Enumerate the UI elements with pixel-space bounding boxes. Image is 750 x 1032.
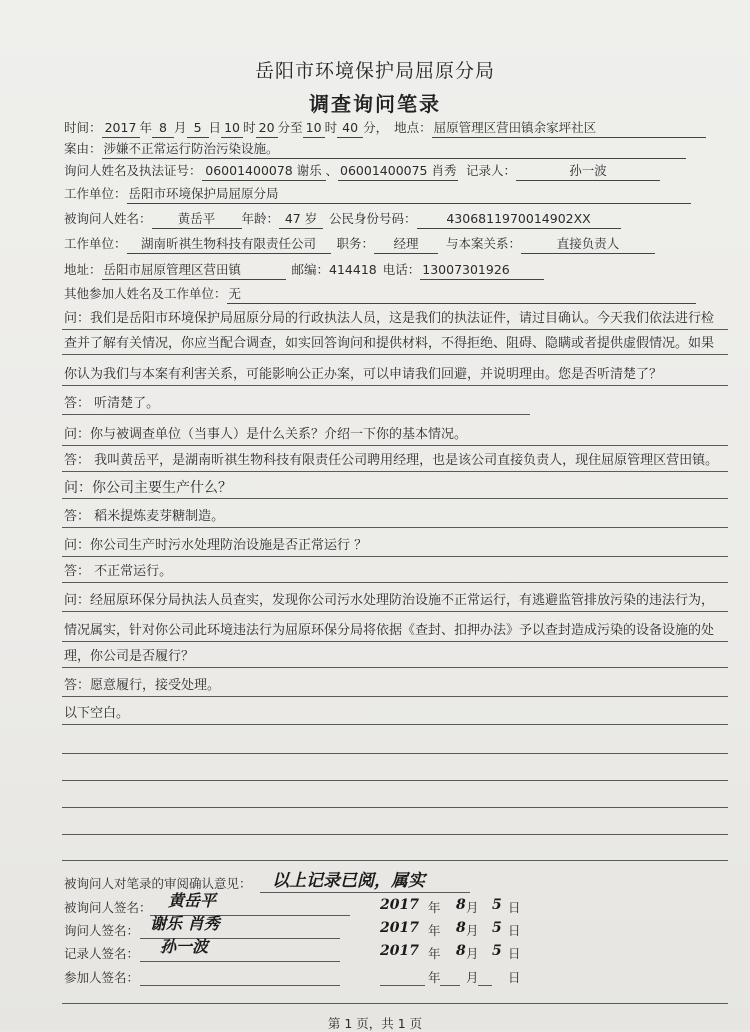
work-unit-value: 岳阳市环境保护局屈原分局 [127, 185, 691, 204]
confirm-handwriting: 以上记录已阅，属实 [272, 871, 425, 891]
address-value: 岳阳市屈原管理区营田镇 [102, 261, 286, 280]
respondent-date-year: 2017 [380, 897, 419, 913]
qa-line: 问：经屈原环保分局执法人员查实，发现你公司污水处理防治设施不正常运行，有逃避监管排放污染的违法行为， [64, 593, 715, 608]
document-page: 岳阳市环境保护局屈原分局 调查询问笔录 时间： 2017 年 8 月 5 日 10 时 20 分至 10 时 40 分， 地点： 屈原管理区营田镇余家坪社区 案由： 涉嫌不正常运行防治污染设施。 询问人姓名及执法证号： 06001400078 谢乐 、 06001400075 肖秀 记录人： 孙一波 工作单位： 岳阳市环境保护局屈原分局 被询问人姓名： 黄岳平 年龄： 47 岁 公民身份号码： 4306811970014902XX 工作单位： 湖南昕祺生物科技有限责任公司 职务： 经理 与本案关系： 直接负责人 地址： 岳阳市屈原管理区营田镇 邮编：414418 电话： 13007301926 其他参加人姓名及工作单位： 无 问：我们是岳阳市环境保护局屈原分局的行政执法人员，这是我们的执法证件，请过目确认。今天我们依法进行检 查并了解有关情况，你应当配合调查，如实回答询问和提供材料，不得拒绝、阻碍、隐瞒或者提供虚假情况。如果 你认为我们与本案有利害关系，可能影响公正办案，可以申请我们回避，并说明理由。您是否听清楚了？ 答： 听清楚了。 问：你与被调查单位（当事人）是什么关系？介绍一下你的基本情况。 答： 我叫黄岳平，是湖南昕祺生物科技有限责任公司聘用经理，也是该公司直接负责人，现住屈原管理区营田镇。 问：你公司主要生产什么？ 答： 稻米提炼麦芽糖制造。 问：你公司生产时污水处理防治设施是否正常运行 ？ 答： 不正常运行。 问：经屈原环保分局执法人员查实，发现你公司污水处理防治设施不正常运行，有逃避监管排放污染的违法行为， 情况属实，针对你公司此环境违法行为屈原环保分局将依据《查封、扣押办法》予以查封造成污染的设备设施的处 理，你公司是否履行？ 答：愿意履行，接受处理。 以下空白。 被询问人对笔录的审阅确认意见： 以上记录已阅，属实 被询问人签名： 黄岳平 2017 年 8 月 5 日 询问人签名： 谢乐 肖秀 2017 年 8 月 5 日 记录人签名： 孙一波 2017 年 8 月 5 日 参加人签名： 年 月 日 第 1 页，共 1 页 [0, 0, 750, 1030]
rule-line [440, 985, 460, 986]
time-place-row: 时间： 2017 年 8 月 5 日 10 时 20 分至 10 时 40 分， 地点： 屈原管理区营田镇余家坪社区 [64, 119, 722, 138]
record-title: 调查询问笔录 [309, 92, 441, 116]
rule-line [62, 753, 728, 754]
qa-line: 答： 稻米提炼麦芽糖制造。 [64, 509, 225, 524]
rule-line [62, 471, 728, 472]
position-value: 经理 [374, 235, 438, 254]
qa-line: 答：愿意履行，接受处理。 [64, 678, 221, 693]
minute-from: 20 [256, 119, 278, 138]
rule-line [62, 807, 728, 808]
rule-line [62, 667, 728, 668]
qa-line: 你认为我们与本案有利害关系，可能影响公正办案，可以申请我们回避，并说明理由。您是否听清楚了？ [64, 367, 663, 382]
rule-line [62, 696, 728, 697]
others-value: 无 [227, 285, 696, 304]
rule-line [62, 641, 728, 642]
qa-line: 问：我们是岳阳市环境保护局屈原分局的行政执法人员，这是我们的执法证件，请过目确认。今天我们依法进行检 [64, 311, 715, 326]
day-value: 5 [187, 119, 209, 138]
respondent-signature: 黄岳平 [168, 891, 217, 910]
year-value: 2017 [102, 119, 140, 138]
recorder-signature: 孙一波 [160, 937, 209, 956]
rule-line [62, 834, 728, 835]
inquirer-date-year: 2017 [380, 920, 419, 936]
participant-sig-label: 参加人签名： [64, 970, 140, 985]
rule-line [62, 354, 728, 355]
inquirer-signature: 谢乐 肖秀 [150, 914, 220, 933]
rule-line [62, 385, 728, 386]
rule-line [62, 780, 728, 781]
rule-line [62, 611, 728, 612]
rule-line [62, 724, 728, 725]
rule-line [62, 329, 728, 330]
id-number: 4306811970014902XX [417, 210, 621, 229]
others-row: 其他参加人姓名及工作单位： 无 [64, 285, 722, 304]
recorder-sig-label: 记录人签名： [64, 946, 140, 961]
recorder-date-month: 8 [456, 943, 466, 959]
inquirer-date-month: 8 [456, 920, 466, 936]
inquirer-row: 询问人姓名及执法证号： 06001400078 谢乐 、 06001400075 肖秀 记录人： 孙一波 [64, 162, 722, 181]
recorder-date-day: 5 [492, 943, 502, 959]
respondent-date-month: 8 [456, 897, 466, 913]
agency-title: 岳阳市环境保护局屈原分局 [254, 60, 495, 82]
work-unit-row: 工作单位： 岳阳市环境保护局屈原分局 [64, 185, 722, 204]
rule-line [140, 985, 340, 986]
page-number: 第 1 页，共 1 页 [327, 1016, 423, 1031]
hour-to: 10 [303, 119, 325, 138]
respondent-row: 被询问人姓名： 黄岳平 年龄： 47 岁 公民身份号码： 4306811970014902XX [64, 210, 722, 229]
rule-line [62, 556, 728, 557]
qa-line: 以下空白。 [64, 706, 130, 721]
rule-line [62, 582, 728, 583]
respondent-unit-row: 工作单位： 湖南昕祺生物科技有限责任公司 职务： 经理 与本案关系： 直接负责人 [64, 235, 722, 254]
respondent-name: 黄岳平 [152, 210, 242, 229]
rule-line [62, 860, 728, 861]
rule-line [478, 985, 492, 986]
rule-line [380, 985, 425, 986]
postcode-value: 414418 [329, 262, 377, 277]
rule-line [62, 527, 728, 528]
inquirer-2: 06001400075 肖秀 [338, 162, 458, 181]
relation-value: 直接负责人 [521, 235, 655, 254]
confirm-label: 被询问人对笔录的审阅确认意见： [64, 876, 252, 891]
rule-line [62, 414, 530, 415]
place-value: 屈原管理区营田镇余家坪社区 [432, 119, 706, 138]
case-value: 涉嫌不正常运行防治污染设施。 [102, 140, 686, 159]
qa-line: 答： 听清楚了。 [64, 396, 160, 411]
address-row: 地址： 岳阳市屈原管理区营田镇 邮编：414418 电话： 13007301926 [64, 261, 722, 280]
respondent-date-day: 5 [492, 897, 502, 913]
recorder-date-year: 2017 [380, 943, 419, 959]
qa-line: 理，你公司是否履行？ [64, 649, 195, 664]
qa-line: 问：你与被调查单位（当事人）是什么关系？介绍一下你的基本情况。 [64, 427, 468, 442]
hour-from: 10 [221, 119, 243, 138]
phone-value: 13007301926 [420, 261, 544, 280]
month-value: 8 [152, 119, 174, 138]
rule-line [260, 892, 470, 893]
rule-line [140, 961, 340, 962]
minute-to: 40 [337, 119, 363, 138]
qa-line: 查并了解有关情况，你应当配合调查，如实回答询问和提供材料，不得拒绝、阻碍、隐瞒或者提供虚假情况。如果 [64, 336, 715, 351]
qa-line: 答： 我叫黄岳平，是湖南昕祺生物科技有限责任公司聘用经理，也是该公司直接负责人，现住屈原管理区营田镇。 [64, 453, 719, 468]
respondent-unit: 湖南昕祺生物科技有限责任公司 [127, 235, 331, 254]
inquirer-1: 06001400078 谢乐 [202, 162, 326, 181]
inquirer-date-day: 5 [492, 920, 502, 936]
rule-line [62, 498, 728, 499]
qa-line: 答： 不正常运行。 [64, 564, 173, 579]
inquirer-sig-label: 询问人签名： [64, 923, 140, 938]
qa-line: 情况属实，针对你公司此环境违法行为屈原环保分局将依据《查封、扣押办法》予以查封造成污染的设备设施的处 [64, 623, 715, 638]
qa-line: 问：你公司生产时污水处理防治设施是否正常运行 ？ [64, 538, 368, 553]
respondent-sig-label: 被询问人签名： [64, 900, 152, 915]
rule-line [62, 1003, 728, 1004]
rule-line [62, 445, 728, 446]
recorder-value: 孙一波 [516, 162, 660, 181]
qa-line: 问：你公司主要生产什么？ [64, 480, 232, 496]
age-value: 47 岁 [279, 210, 323, 229]
case-row: 案由： 涉嫌不正常运行防治污染设施。 [64, 140, 722, 159]
